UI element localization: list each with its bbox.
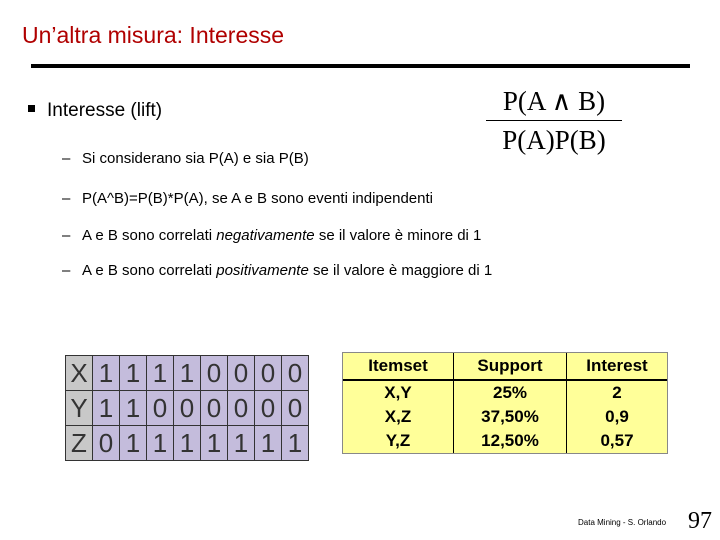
transaction-cell: 1 <box>147 356 174 391</box>
transaction-cell: 0 <box>282 391 309 426</box>
transaction-cell: 0 <box>201 391 228 426</box>
transaction-row <box>66 391 309 426</box>
transaction-cell: 0 <box>255 391 282 426</box>
transaction-cell: 1 <box>228 426 255 461</box>
column-header: Interest <box>567 353 668 380</box>
transaction-cell: 0 <box>174 391 201 426</box>
emphasis-text: positivamente <box>216 262 309 279</box>
dash-bullet-icon: – <box>62 190 71 207</box>
sub-bullet-text: A e B sono correlati <box>82 262 217 279</box>
transaction-row <box>66 426 309 461</box>
dash-bullet-icon: – <box>62 262 71 279</box>
transaction-cell: 1 <box>174 426 201 461</box>
column-header: Itemset <box>343 353 454 380</box>
table-row <box>343 405 667 429</box>
transaction-row <box>66 356 309 391</box>
transaction-cell: 1 <box>174 356 201 391</box>
formula-denominator: P(A)P(B) <box>502 125 606 155</box>
transaction-cell: 0 <box>228 391 255 426</box>
dash-bullet-icon: – <box>62 227 71 244</box>
dash-bullet-icon: – <box>62 150 71 167</box>
transaction-cell: 0 <box>282 356 309 391</box>
sub-bullet-text: se il valore è minore di 1 <box>314 227 482 244</box>
transaction-grid <box>65 355 309 461</box>
title-rule <box>31 64 690 68</box>
row-label: X <box>66 356 93 391</box>
sub-bullet <box>62 262 492 279</box>
transaction-cell: 0 <box>93 426 120 461</box>
transaction-cell: 1 <box>93 391 120 426</box>
transaction-cell: 1 <box>282 426 309 461</box>
sub-bullet <box>62 190 433 207</box>
table-row <box>343 429 667 453</box>
main-bullet <box>28 100 162 122</box>
table-cell: 12,50% <box>454 429 567 453</box>
page-number: 97 <box>688 508 712 534</box>
transaction-cell: 1 <box>120 356 147 391</box>
table-cell: Y,Z <box>343 429 454 453</box>
transaction-cell: 0 <box>228 356 255 391</box>
transaction-cell: 0 <box>201 356 228 391</box>
table-cell: 37,50% <box>454 405 567 429</box>
table-cell: 0,57 <box>600 431 634 450</box>
itemset-table <box>343 353 667 453</box>
sub-bullet-text: P(A^B)=P(B)*P(A), se A e B sono eventi indipendenti <box>82 190 433 207</box>
square-bullet-icon <box>28 105 35 112</box>
table-cell: X,Z <box>343 405 454 429</box>
footer-text: Data Mining - S. Orlando <box>578 518 667 527</box>
transaction-cell: 1 <box>147 426 174 461</box>
transaction-cell: 1 <box>201 426 228 461</box>
transaction-cell: 0 <box>147 391 174 426</box>
sub-bullet-text: Si considerano sia P(A) e sia P(B) <box>82 150 309 167</box>
transaction-cell: 1 <box>120 391 147 426</box>
lift-formula <box>484 86 624 156</box>
sub-bullet <box>62 227 481 244</box>
table-cell: 0,9 <box>605 407 629 426</box>
sub-bullet <box>62 150 309 167</box>
column-header: Support <box>454 353 567 380</box>
table-header-row <box>343 353 667 380</box>
formula-numerator: P(A ∧ B) <box>502 86 606 116</box>
main-bullet-text: Interesse (lift) <box>47 100 163 121</box>
table-cell: 2 <box>612 383 622 402</box>
transaction-cell: 1 <box>120 426 147 461</box>
sub-bullet-text: se il valore è maggiore di 1 <box>308 262 493 279</box>
transaction-cell: 1 <box>255 426 282 461</box>
table-cell: X,Y <box>343 380 454 405</box>
slide-title: Un’altra misura: Interesse <box>22 22 285 48</box>
row-label: Z <box>66 426 93 461</box>
fraction-bar <box>486 120 622 121</box>
sub-bullet-text: A e B sono correlati <box>82 227 217 244</box>
emphasis-text: negativamente <box>216 227 315 244</box>
row-label: Y <box>66 391 93 426</box>
transaction-cell: 0 <box>255 356 282 391</box>
transaction-cell: 1 <box>93 356 120 391</box>
table-row <box>343 380 667 405</box>
table-cell: 25% <box>454 380 567 405</box>
